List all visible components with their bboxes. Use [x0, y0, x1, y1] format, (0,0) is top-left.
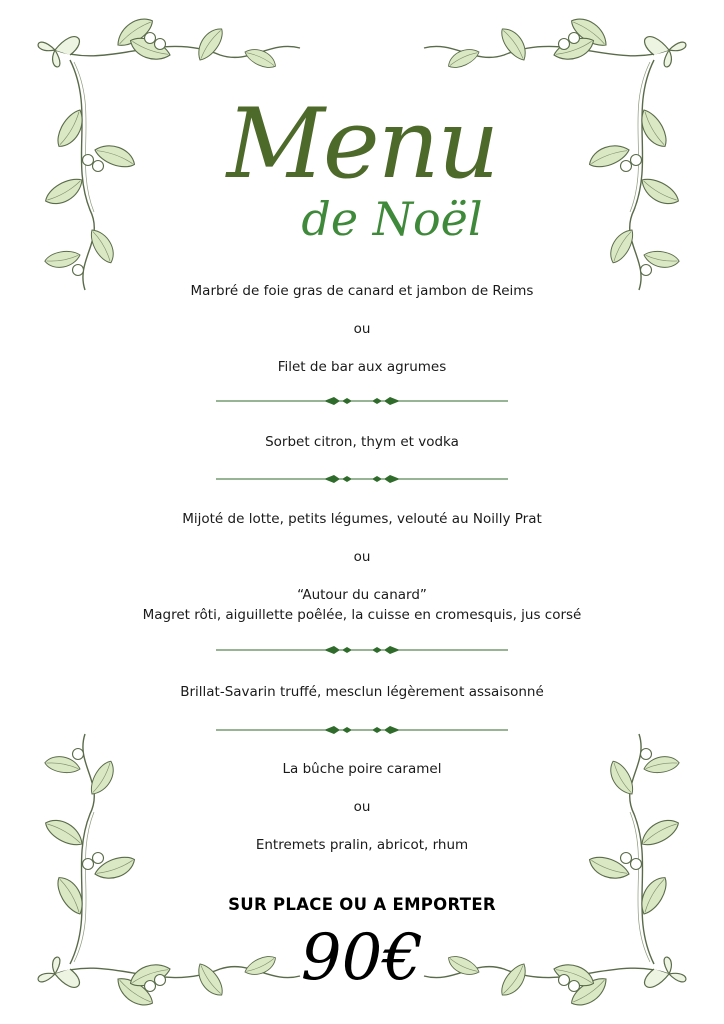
dessert-item-1: La bûche poire caramel	[282, 761, 442, 777]
ornament-divider	[216, 474, 508, 484]
plat-item-2-desc: Magret rôti, aiguillette poêlée, la cuisse en cromesquis, jus corsé	[142, 607, 582, 623]
dessert-or: ou	[353, 799, 371, 815]
entree-item-2: Filet de bar aux agrumes	[277, 359, 447, 375]
takeaway-notice: SUR PLACE OU A EMPORTER	[228, 895, 496, 914]
plat-or: ou	[353, 549, 371, 565]
dessert-item-2: Entremets pralin, abricot, rhum	[255, 837, 469, 853]
ornament-divider	[216, 645, 508, 655]
fromage-item: Brillat-Savarin truffé, mesclun légèrement assaisonné	[180, 684, 544, 700]
sorbet-item: Sorbet citron, thym et vodka	[265, 434, 459, 450]
plat-item-2-title: “Autour du canard”	[297, 587, 427, 603]
menu-price: 90€	[300, 921, 424, 995]
menu-title: Menu	[226, 88, 498, 200]
entree-item-1: Marbré de foie gras de canard et jambon de Reims	[190, 283, 534, 299]
ornament-divider	[216, 396, 508, 406]
entree-or: ou	[353, 321, 371, 337]
plat-item-1: Mijoté de lotte, petits légumes, velouté au Noilly Prat	[182, 511, 542, 527]
menu-subtitle: de Noël	[301, 192, 483, 246]
ornament-divider	[216, 725, 508, 735]
